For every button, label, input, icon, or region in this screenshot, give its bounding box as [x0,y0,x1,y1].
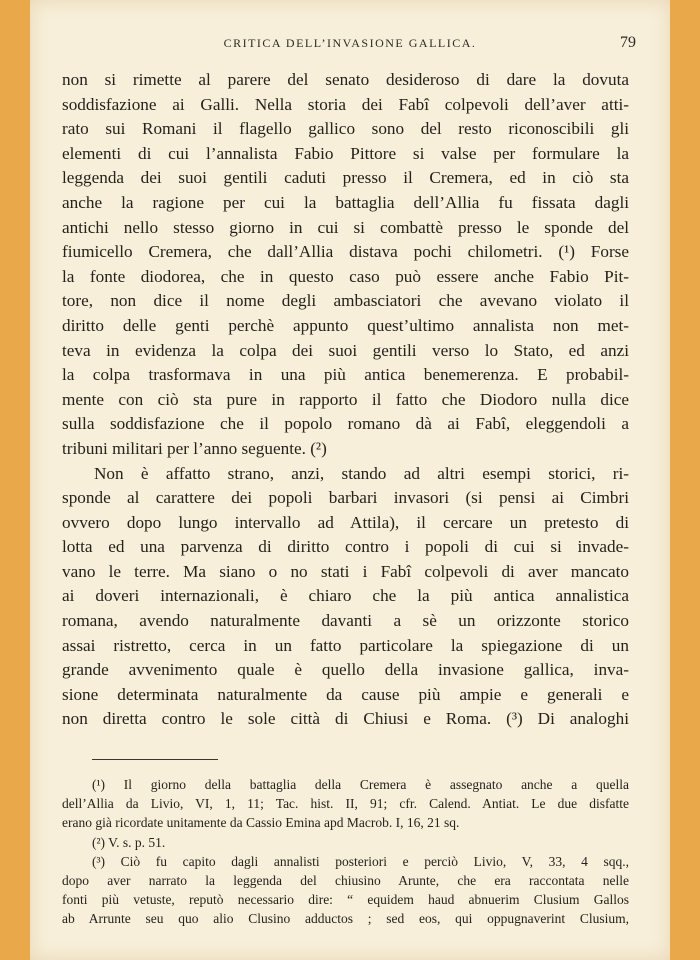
text-line: antichi nello stesso giorno in cui si combattè presso le sponde del [62,217,629,237]
text-line: ai doveri internazionali, è chiaro che la più antica annalistica [62,586,629,606]
text-line: rato sui Romani il flagello gallico sono del resto riconoscibili gli [62,119,629,139]
footnote-2: (²) V. s. p. 51. [92,834,166,850]
footnote-line: dell’Allia da Livio, VI, 1, 11; Tac. hist. II, 91; cfr. Calend. Antiat. Le due disfatte [62,796,629,812]
text-line: assai ristretto, cerca in un fatto particolare la spiegazione di un [62,635,629,655]
text-line: sponde al carattere dei popoli barbari invasori (si pensi ai Cimbri [62,488,629,508]
footnote-line: erano già ricordate unitamente da Cassio Emina apd Macrob. I, 16, 21 sq. [62,815,460,831]
text-line: sulla soddisfazione che il popolo romano dà ai Fabî, eleggendoli a [62,414,629,434]
text-line: diritto delle genti perchè appunto quest’ultimo annalista non met- [62,315,629,335]
text-line: la fonte diodorea, che in questo caso può essere anche Fabio Pit- [62,266,629,286]
page-header [60,36,640,56]
footnote-divider [92,759,218,760]
footnote-line: dopo aver narrato la leggenda del chiusino Arunte, che era raccontata nelle [62,873,629,889]
text-line: teva in evidenza la colpa dei suoi gentili verso lo Stato, ed anzi [62,340,629,360]
text-line: non si rimette al parere del senato desideroso di dare la dovuta [62,70,629,89]
footnote-line: ab Arrunte seu quo alio Clusino adductos ; sed eos, qui oppugnaverint Clusium, [62,911,629,927]
footnote-1: (¹) Il giorno della battaglia della Cremera è assegnato anche a quella [92,777,629,792]
text-line: la colpa trasformava in una più antica benemerenza. E probabil- [62,365,629,385]
text-line: sione determinata naturalmente da cause più ampie e generali e [62,684,629,704]
text-line: fiumicello Cremera, che dall’Allia distava pochi chilometri. (¹) Forse [62,242,629,262]
text-line: mente con ciò sta pure in rapporto il fatto che Diodoro nulla dice [62,389,629,409]
text-line: leggenda dei suoi gentili caduti presso il Cremera, ed in ciò sta [62,168,629,188]
text-line: romana, avendo naturalmente davanti a sè un orizzonte storico [62,611,629,631]
text-line: tore, non dice il nome degli ambasciatori che avevano violato il [62,291,629,311]
page-number: 79 [620,34,636,51]
text-line: ovvero dopo lungo intervallo ad Attila), il cercare un pretesto di [62,512,629,532]
text-line: soddisfazione ai Galli. Nella storia dei Fabî colpevoli dell’aver atti- [62,94,629,114]
paragraph-end-line: tribuni militari per l’anno seguente. (²) [62,438,327,458]
text-line: grande avvenimento quale è quello della invasione gallica, inva- [62,660,629,680]
footnote-line: fonti più vetuste, reputò necessario dire: “ equidem haud abnuerim Clusium Gallos [62,892,629,908]
text-line: lotta ed una parvenza di diritto contro i popoli di cui si invade- [62,537,629,557]
running-title: CRITICA DELL’INVASIONE GALLICA. [223,36,477,50]
body-text [62,68,629,732]
footnote-3: (³) Ciò fu capito dagli annalisti posteriori e perciò Livio, V, 33, 4 sqq., [92,853,629,869]
text-line: elementi di cui l’annalista Fabio Pittore si valse per formulare la [62,143,629,163]
text-line: non diretta contro le sole città di Chiusi e Roma. (³) Di analoghi [62,709,629,729]
text-line: anche la ragione per cui la battaglia dell’Allia fu fissata dagli [62,192,629,212]
footnotes [62,775,629,929]
paragraph-start-line: Non è affatto strano, anzi, stando ad altri esempi storici, ri- [94,463,629,483]
book-page [30,0,670,960]
text-line: vano le terre. Ma siano o no stati i Fabî colpevoli di aver mancato [62,561,629,581]
